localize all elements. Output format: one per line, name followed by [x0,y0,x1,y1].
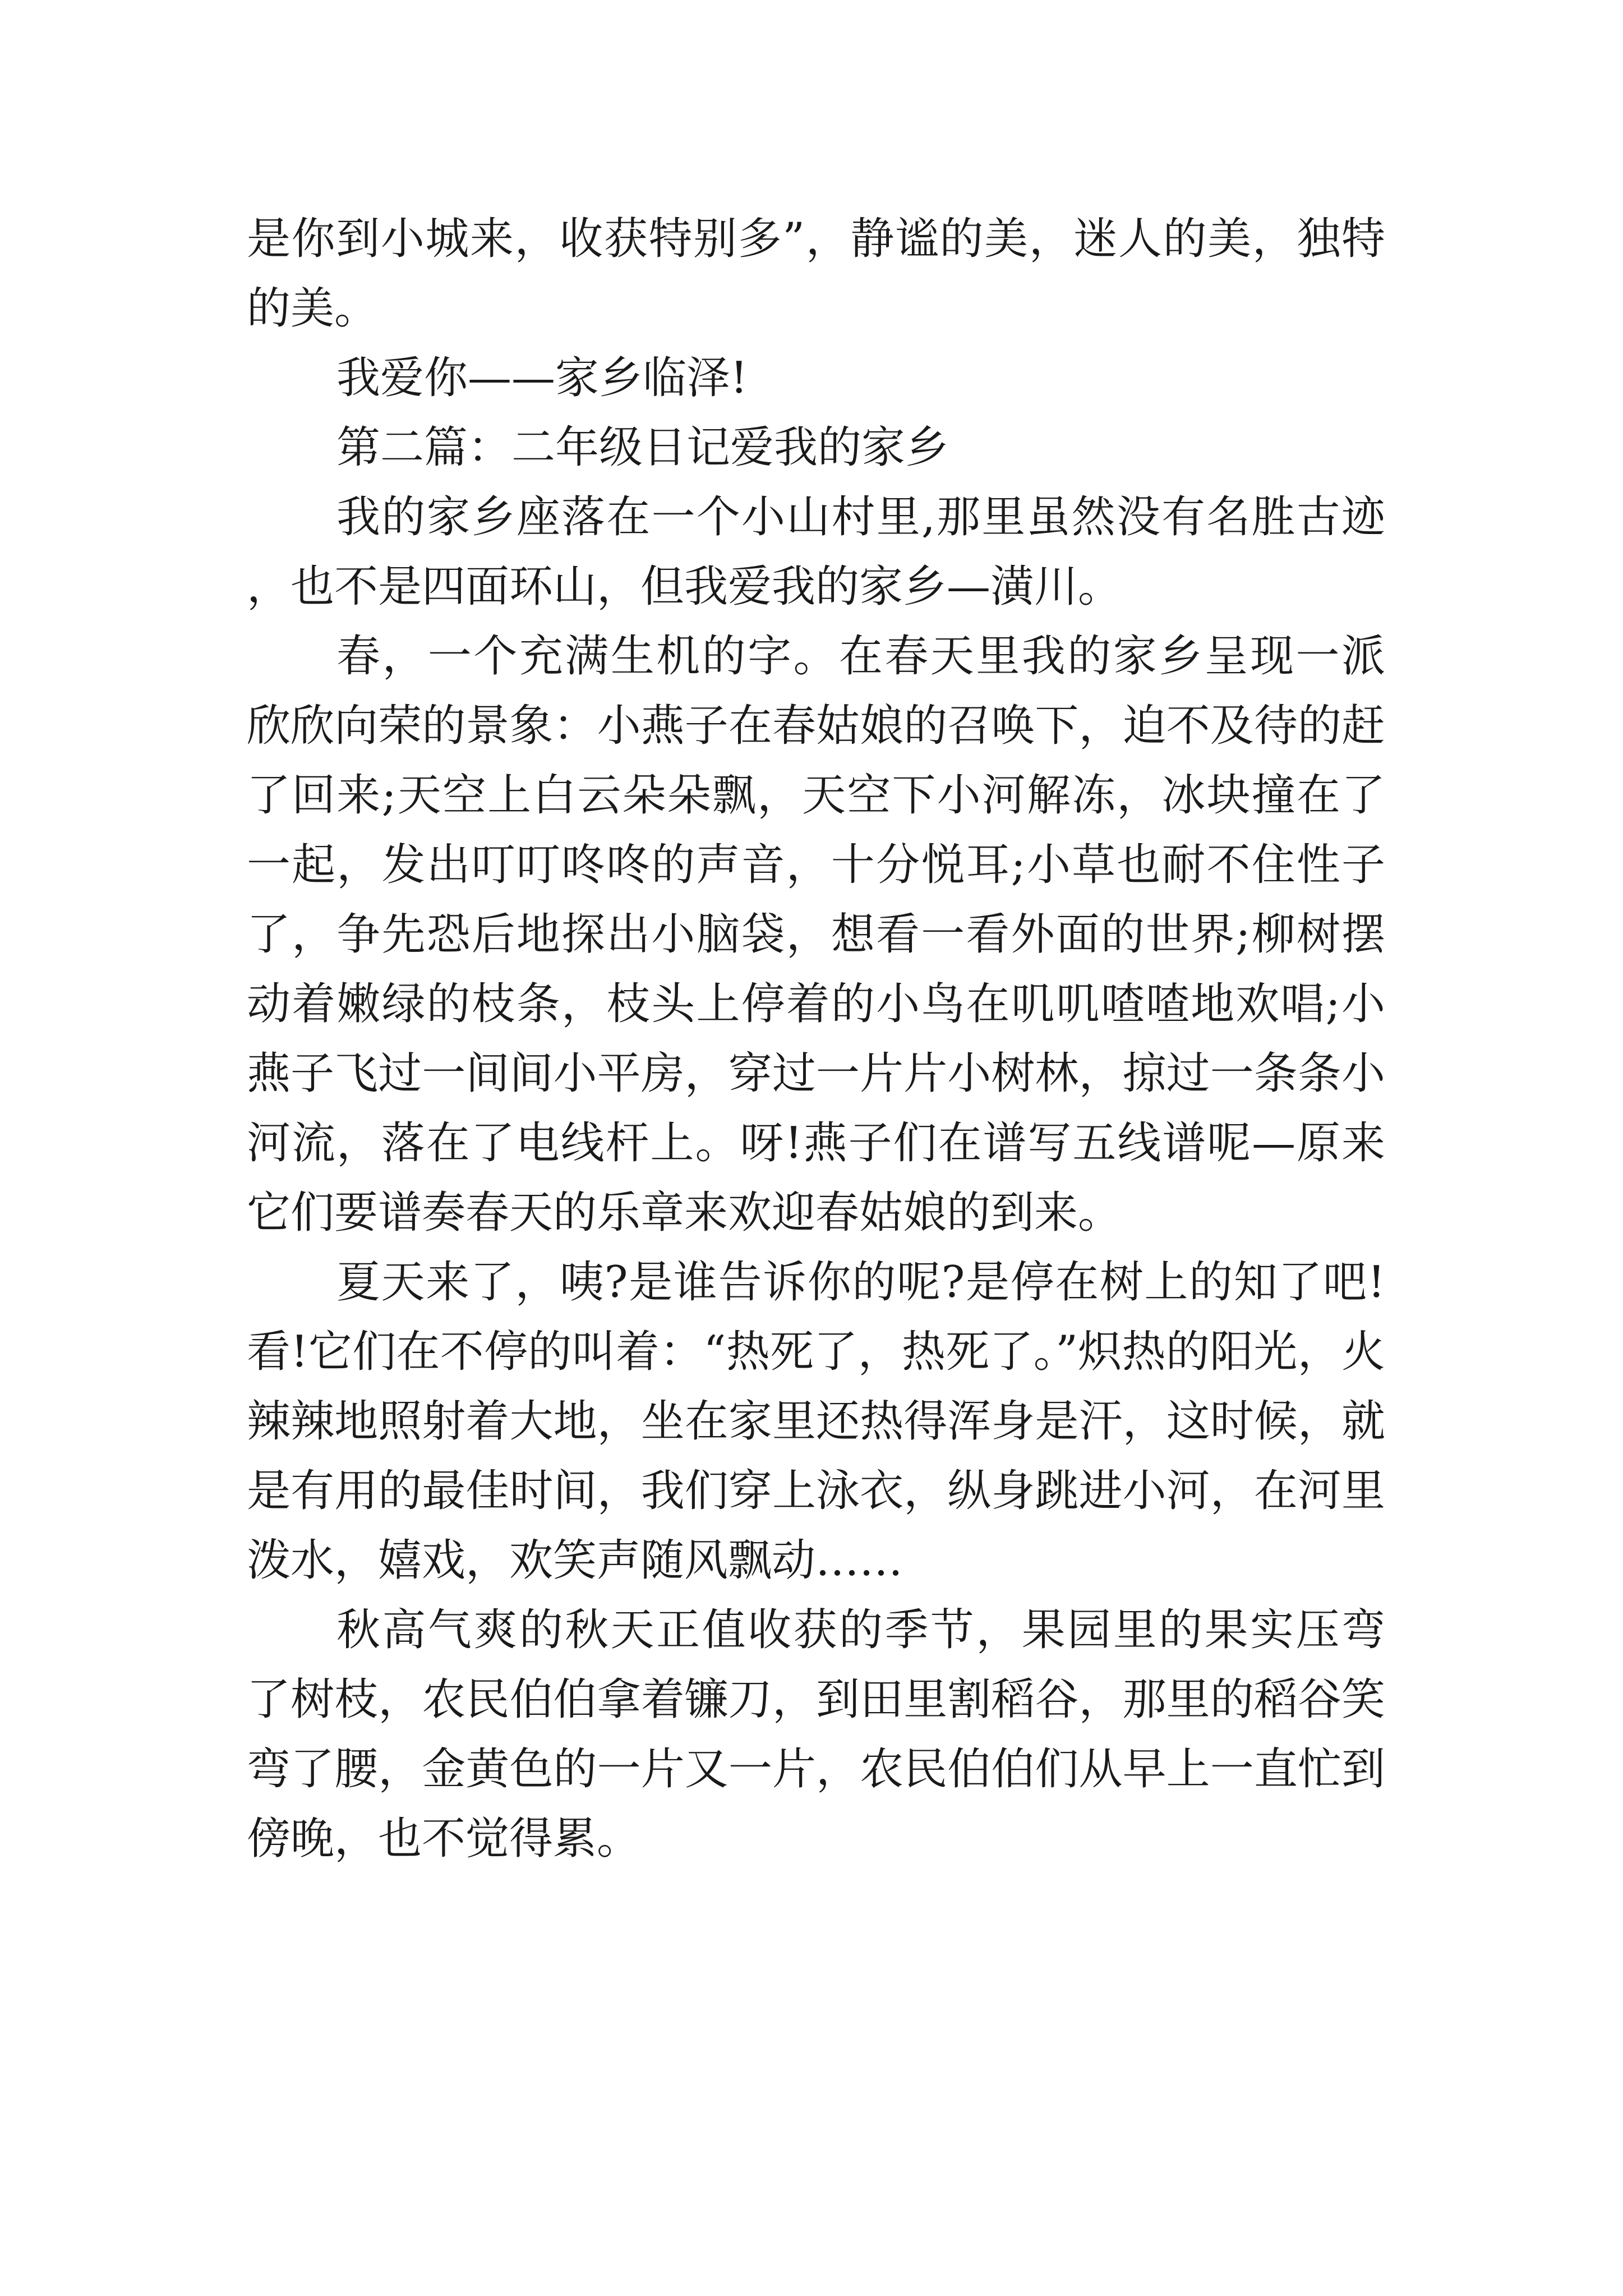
paragraph-intro: 我的家乡座落在一个小山村里,那里虽然没有名胜古迹，也不是四面环山，但我爱我的家乡—潢川。 [247,492,1385,612]
paragraph-exclamation: 我爱你——家乡临泽! [336,353,748,403]
section-heading: 第二篇：二年级日记爱我的家乡 [336,422,949,473]
paragraph-autumn: 秋高气爽的秋天正值收获的季节，果园里的果实压弯了树枝，农民伯伯拿着镰刀，到田里割稻谷，那里的稻谷笑弯了腰，金黄色的一片又一片，农民伯伯们从早上一直忙到傍晚，也不觉得累。 [247,1605,1385,1864]
paragraph-spring: 春，一个充满生机的字。在春天里我的家乡呈现一派欣欣向荣的景象：小燕子在春姑娘的召唤下，迫不及待的赶了回来;天空上白云朵朵飘，天空下小河解冻，冰块撞在了一起，发出叮叮咚咚的声音，十分悦耳;小草也耐不住性子了，争先恐后地探出小脑袋，想看一看外面的世界;柳树摆动着嫩绿的枝条，枝头上停着的小鸟在叽叽喳喳地欢唱;小燕子飞过一间间小平房，穿过一片片小树林，掠过一条条小河流，落在了电线杆上。呀!燕子们在谱写五线谱呢—原来它们要谱奏春天的乐章来欢迎春姑娘的到来。 [247,631,1385,1238]
paragraph-summer: 夏天来了，咦?是谁告诉你的呢?是停在树上的知了吧!看!它们在不停的叫着：“热死了，热死了。”炽热的阳光，火辣辣地照射着大地，坐在家里还热得浑身是汗，这时候，就是有用的最佳时间，我们穿上泳衣，纵身跳进小河，在河里泼水，嬉戏，欢笑声随风飘动…… [247,1257,1385,1586]
document-body [247,204,1385,1874]
paragraph-continuation: 是你到小城来，收获特别多”，静谧的美，迷人的美，独特的美。 [247,214,1385,334]
